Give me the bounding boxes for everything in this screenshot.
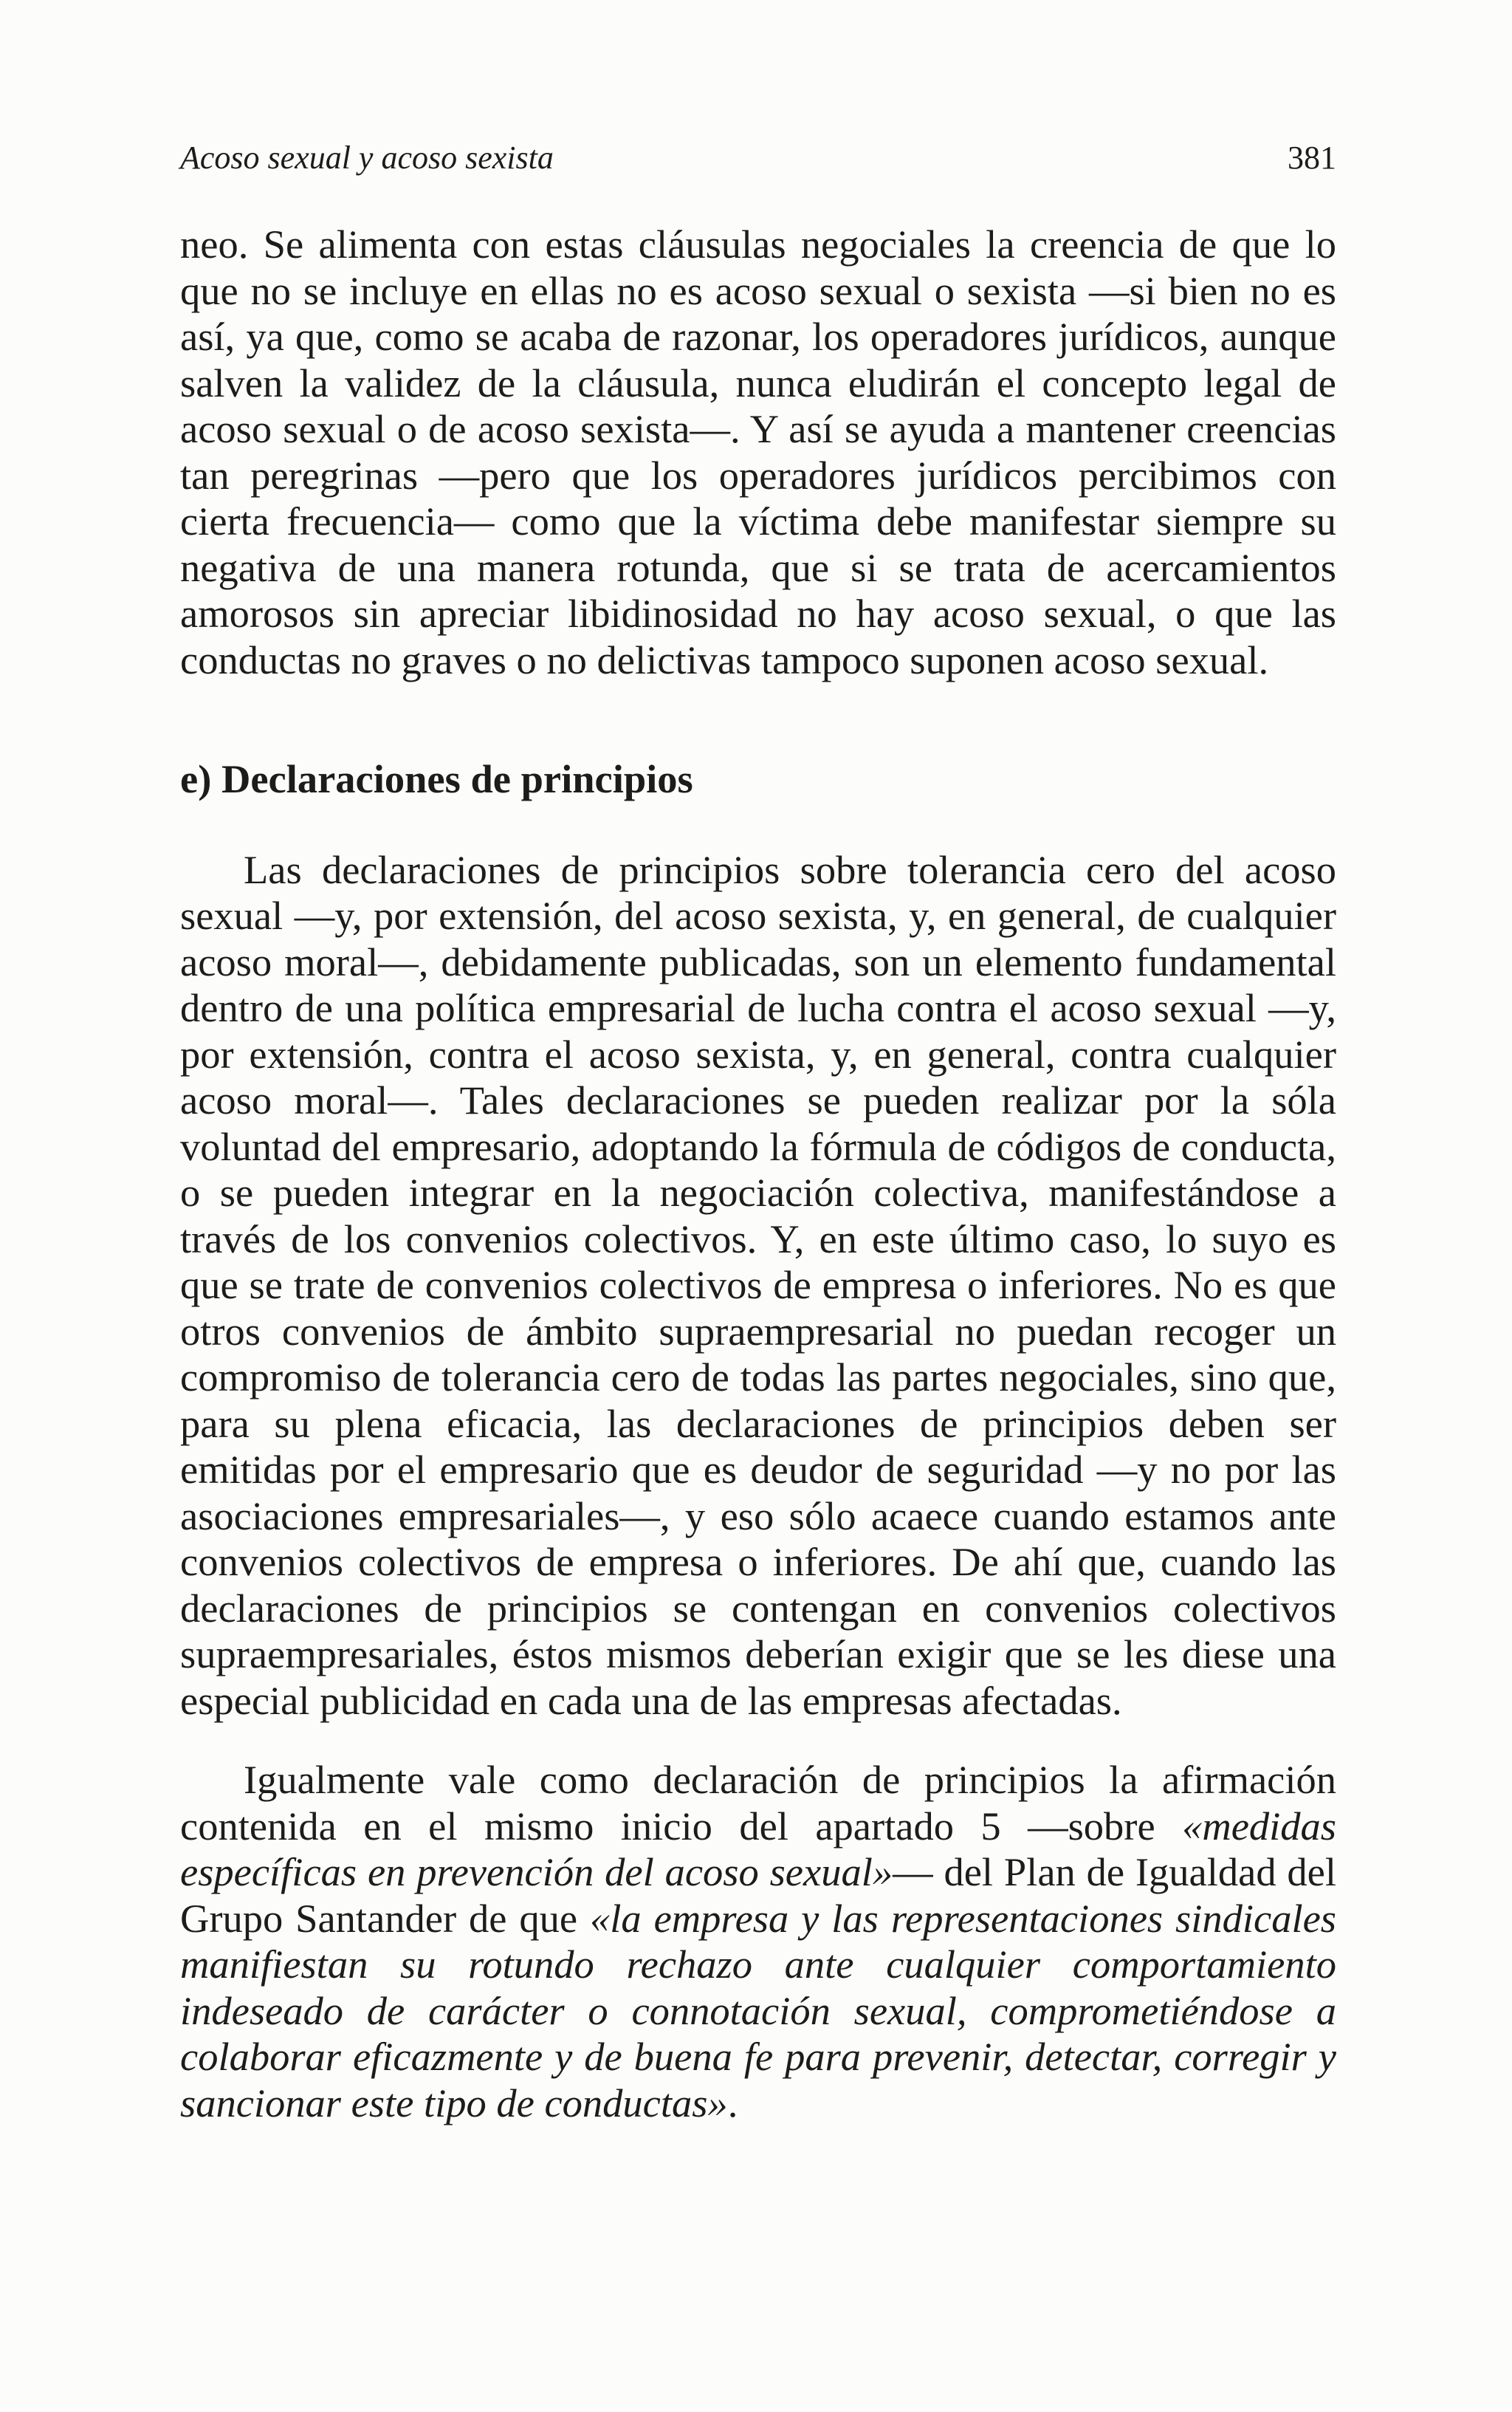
book-page [180, 139, 1336, 2126]
paragraph-continued: neo. Se alimenta con estas cláusulas negociales la creencia de que lo que no se incluye en ellas no es acoso sexual o sexista —si bien no es así, ya que, como se acaba de razonar, los operadores jurídicos, aunque salven la validez de la cláusula, nunca eludirán el concepto legal de acoso sexual o de acoso sexista—. Y así se ayuda a mantener creencias tan peregrinas —pero que los operadores jurídicos percibimos con cierta frecuencia— como que la víctima debe manifestar siempre su negativa de una manera rotunda, que si se trata de acercamientos amorosos sin apreciar libidinosidad no hay acoso sexual, o que las conductas no graves o no delictivas tampoco suponen acoso sexual. [180, 222, 1336, 682]
running-header [180, 139, 1336, 177]
running-header-title: Acoso sexual y acoso sexista [180, 140, 554, 176]
paragraph-igualmente-part2: — del Plan de Igualdad del Grupo Santander de que [180, 1849, 1337, 1941]
paragraph-declaraciones: Las declaraciones de principios sobre tolerancia cero del acoso sexual —y, por extensión, del acoso sexista, y, en general, de cualquier acoso moral—, debidamente publicadas, son un elemento fundamental dentro de una política empresarial de lucha contra el acoso sexual —y, por extensión, contra el acoso sexista, y, en general, contra cualquier acoso moral—. Tales declaraciones se pueden realizar por la sóla voluntad del empresario, adoptando la fórmula de códigos de conducta, o se pueden integrar en la negociación colectiva, manifestándose a través de los convenios colectivos. Y, en este último caso, lo suyo es que se trate de convenios colectivos de empresa o inferiores. No es que otros convenios de ámbito supraempresarial no puedan recoger un compromiso de tolerancia cero de todas las partes negociales, sino que, para su plena eficacia, las declaraciones de principios deben ser emitidas por el empresario que es deudor de seguridad —y no por las asociaciones empresariales—, y eso sólo acaece cuando estamos ante convenios colectivos de empresa o inferiores. De ahí que, cuando las declaraciones de principios se contengan en convenios colectivos supraempresariales, éstos mismos deberían exigir que se les diese una especial publicidad en cada una de las empresas afectadas. [180, 846, 1336, 1723]
paragraph-igualmente [180, 1757, 1336, 2126]
quote-medidas: «medidas específicas en prevención del acoso sexual» [180, 1803, 1336, 1894]
quote-empresa: «la empresa y las representaciones sindicales manifiestan su rotundo rechazo ante cualquier comportamiento indeseado de carácter o connotación sexual, comprometiéndose a colaborar eficazmente y de buena fe para prevenir, detectar, corregir y sancionar este tipo de conductas» [180, 1895, 1336, 2125]
paragraph-igualmente-end: . [727, 2080, 738, 2125]
section-heading: e) Declaraciones de principios [180, 756, 693, 801]
page-number: 381 [1288, 140, 1336, 176]
body-text [180, 222, 1336, 2126]
paragraph-igualmente-part1: Igualmente vale como declaración de principios la afirmación contenida en el mismo inicio del apartado 5 —sobre [180, 1757, 1336, 1849]
